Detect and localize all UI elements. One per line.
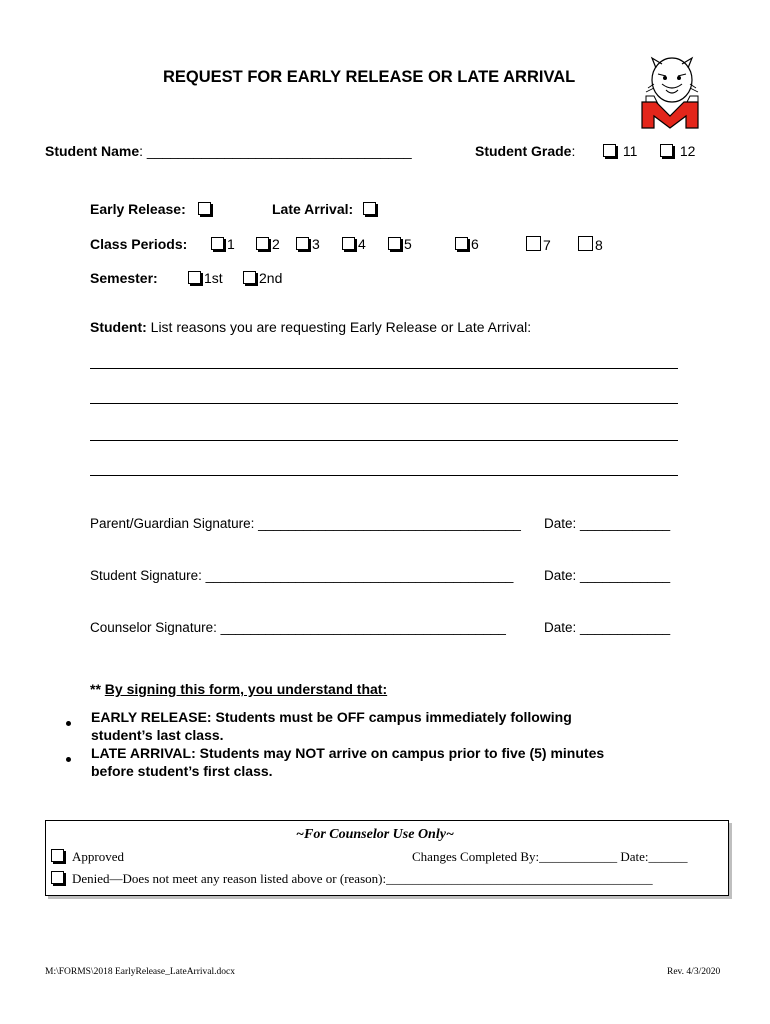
period-7-option[interactable]: 7 (526, 236, 551, 253)
approved-option[interactable]: Approved (51, 849, 124, 865)
reasons-student-label: Student: (90, 319, 147, 335)
early-release-label: Early Release: (90, 201, 186, 217)
grade-12-checkbox[interactable] (660, 144, 673, 157)
late-arrival-option[interactable] (272, 201, 379, 217)
school-mascot-tiger-logo (640, 54, 700, 130)
period-8-checkbox[interactable] (578, 236, 593, 251)
understand-heading: ** By signing this form, you understand that: (90, 681, 388, 697)
grade-11-option[interactable]: 11 (603, 143, 637, 159)
student-grade-row: Student Grade: (475, 143, 576, 159)
period-5-checkbox[interactable] (388, 237, 401, 250)
late-arrival-checkbox[interactable] (363, 202, 376, 215)
reason-line-4[interactable] (90, 475, 678, 476)
changes-completed-field[interactable]: Changes Completed By:____________ Date:______ (412, 849, 688, 864)
period-6-checkbox[interactable] (455, 237, 468, 250)
period-3-checkbox[interactable] (296, 237, 309, 250)
early-release-option[interactable] (90, 201, 214, 217)
early-release-rule: EARLY RELEASE: Students must be OFF campus immediately following student’s last class. (91, 709, 572, 743)
period-6-option[interactable]: 6 (455, 236, 479, 252)
semester-1st-option[interactable]: 1st (188, 270, 223, 286)
student-name-label: Student Name (45, 143, 140, 159)
student-grade-label: Student Grade (475, 143, 572, 159)
approved-checkbox[interactable] (51, 849, 64, 862)
period-3-option[interactable]: 3 (296, 236, 320, 252)
semester-2nd-option[interactable]: 2nd (243, 270, 282, 286)
student-name-field[interactable]: __________________________________ (146, 143, 412, 159)
reason-line-2[interactable] (90, 403, 678, 404)
period-4-option[interactable]: 4 (342, 236, 366, 252)
reasons-text: List reasons you are requesting Early Release or Late Arrival: (150, 319, 532, 335)
student-signature-field[interactable]: Student Signature: _________________________________________ (90, 568, 514, 583)
grade-11-checkbox[interactable] (603, 144, 616, 157)
late-arrival-rule: LATE ARRIVAL: Students may NOT arrive on campus prior to five (5) minutes before student’s first class. (91, 745, 605, 779)
parent-date-field[interactable]: Date: ____________ (544, 516, 671, 531)
counselor-date-field[interactable]: Date: ____________ (544, 620, 671, 635)
student-name-row: Student Name: __________________________________ (45, 143, 412, 159)
period-1-checkbox[interactable] (211, 237, 224, 250)
period-1-option[interactable]: 1 (211, 236, 235, 252)
grade-12-option[interactable]: 12 (660, 143, 695, 159)
student-date-field[interactable]: Date: ____________ (544, 568, 671, 583)
counselor-heading: ~For Counselor Use Only~ (296, 827, 454, 842)
semester-1st-checkbox[interactable] (188, 271, 201, 284)
late-arrival-label: Late Arrival: (272, 201, 354, 217)
class-periods-label: Class Periods: (90, 236, 188, 252)
semester-label: Semester: (90, 270, 158, 286)
period-8-option[interactable]: 8 (578, 236, 603, 253)
bullet-icon (66, 713, 71, 731)
semester-2nd-checkbox[interactable] (243, 271, 256, 284)
denied-option[interactable]: Denied—Does not meet any reason listed above or (reason):_________________________________________ (51, 871, 653, 887)
denied-checkbox[interactable] (51, 871, 64, 884)
footer-file-path: M:\FORMS\2018 EarlyRelease_LateArrival.docx (45, 967, 235, 977)
reasons-prompt (90, 319, 531, 335)
reason-line-3[interactable] (90, 440, 678, 441)
early-release-checkbox[interactable] (198, 202, 211, 215)
period-4-checkbox[interactable] (342, 237, 355, 250)
page-title: REQUEST FOR EARLY RELEASE OR LATE ARRIVAL (163, 68, 576, 86)
reason-line-1[interactable] (90, 368, 678, 369)
period-2-option[interactable]: 2 (256, 236, 280, 252)
footer-revision: Rev. 4/3/2020 (667, 967, 721, 977)
counselor-signature-field[interactable]: Counselor Signature: ______________________________________ (90, 620, 506, 635)
bullet-icon (66, 749, 71, 767)
period-2-checkbox[interactable] (256, 237, 269, 250)
parent-signature-field[interactable]: Parent/Guardian Signature: ___________________________________ (90, 516, 521, 531)
period-7-checkbox[interactable] (526, 236, 541, 251)
period-5-option[interactable]: 5 (388, 236, 412, 252)
